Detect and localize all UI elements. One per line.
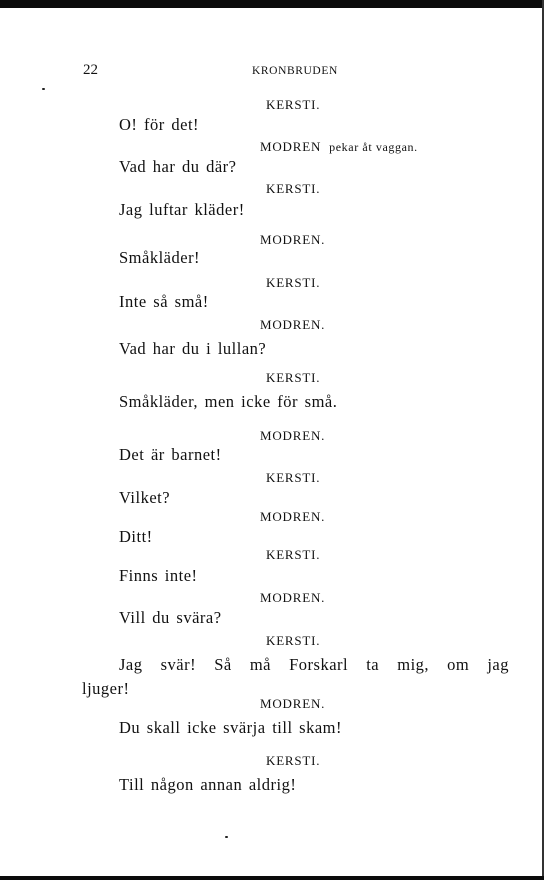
speaker-label: MODREN. <box>260 509 326 524</box>
speaker-label: KERSTI. <box>266 181 321 196</box>
dialogue-line: Ditt! <box>119 527 153 546</box>
dialogue-line: Finns inte! <box>119 566 198 585</box>
speaker-label: MODREN. <box>260 428 326 443</box>
dialogue-line: Inte så små! <box>119 292 209 311</box>
dialogue-line: Du skall icke svärja till skam! <box>119 718 342 737</box>
speaker-label: KERSTI. <box>266 370 321 385</box>
dialogue-line: Till någon annan aldrig! <box>119 775 297 794</box>
speaker-label: KERSTI. <box>266 97 321 112</box>
dialogue-line: Vad har du där? <box>119 157 237 176</box>
scan-speck <box>42 88 45 90</box>
speaker-label: MODREN. <box>260 696 326 711</box>
speaker-label <box>260 139 418 155</box>
speaker-label: MODREN. <box>260 590 326 605</box>
stage-direction: pekar åt vaggan. <box>329 140 418 154</box>
scan-top-border <box>0 0 544 8</box>
dialogue-line: Vill du svära? <box>119 608 222 627</box>
scan-bottom-border <box>0 876 544 880</box>
dialogue-line-continuation: ljuger! <box>82 679 130 698</box>
dialogue-line: Småkläder! <box>119 248 201 267</box>
speaker-name: MODREN <box>260 139 322 154</box>
page-number: 22 <box>83 62 98 78</box>
dialogue-line: Det är barnet! <box>119 445 222 464</box>
dialogue-line: Jag svär! Så må Forskarl ta mig, om jag <box>119 655 509 674</box>
speaker-label: KERSTI. <box>266 753 321 768</box>
speaker-label: KERSTI. <box>266 470 321 485</box>
scan-speck <box>225 836 228 838</box>
speaker-label: KERSTI. <box>266 547 321 562</box>
speaker-label: MODREN. <box>260 232 326 247</box>
speaker-label: MODREN. <box>260 317 326 332</box>
dialogue-line: O! för det! <box>119 115 200 134</box>
dialogue-line: Vilket? <box>119 488 171 507</box>
speaker-label: KERSTI. <box>266 633 321 648</box>
running-head: KRONBRUDEN <box>252 65 338 77</box>
dialogue-line: Vad har du i lullan? <box>119 339 267 358</box>
dialogue-line: Småkläder, men icke för små. <box>119 392 338 411</box>
speaker-label: KERSTI. <box>266 275 321 290</box>
dialogue-line: Jag luftar kläder! <box>119 200 245 219</box>
